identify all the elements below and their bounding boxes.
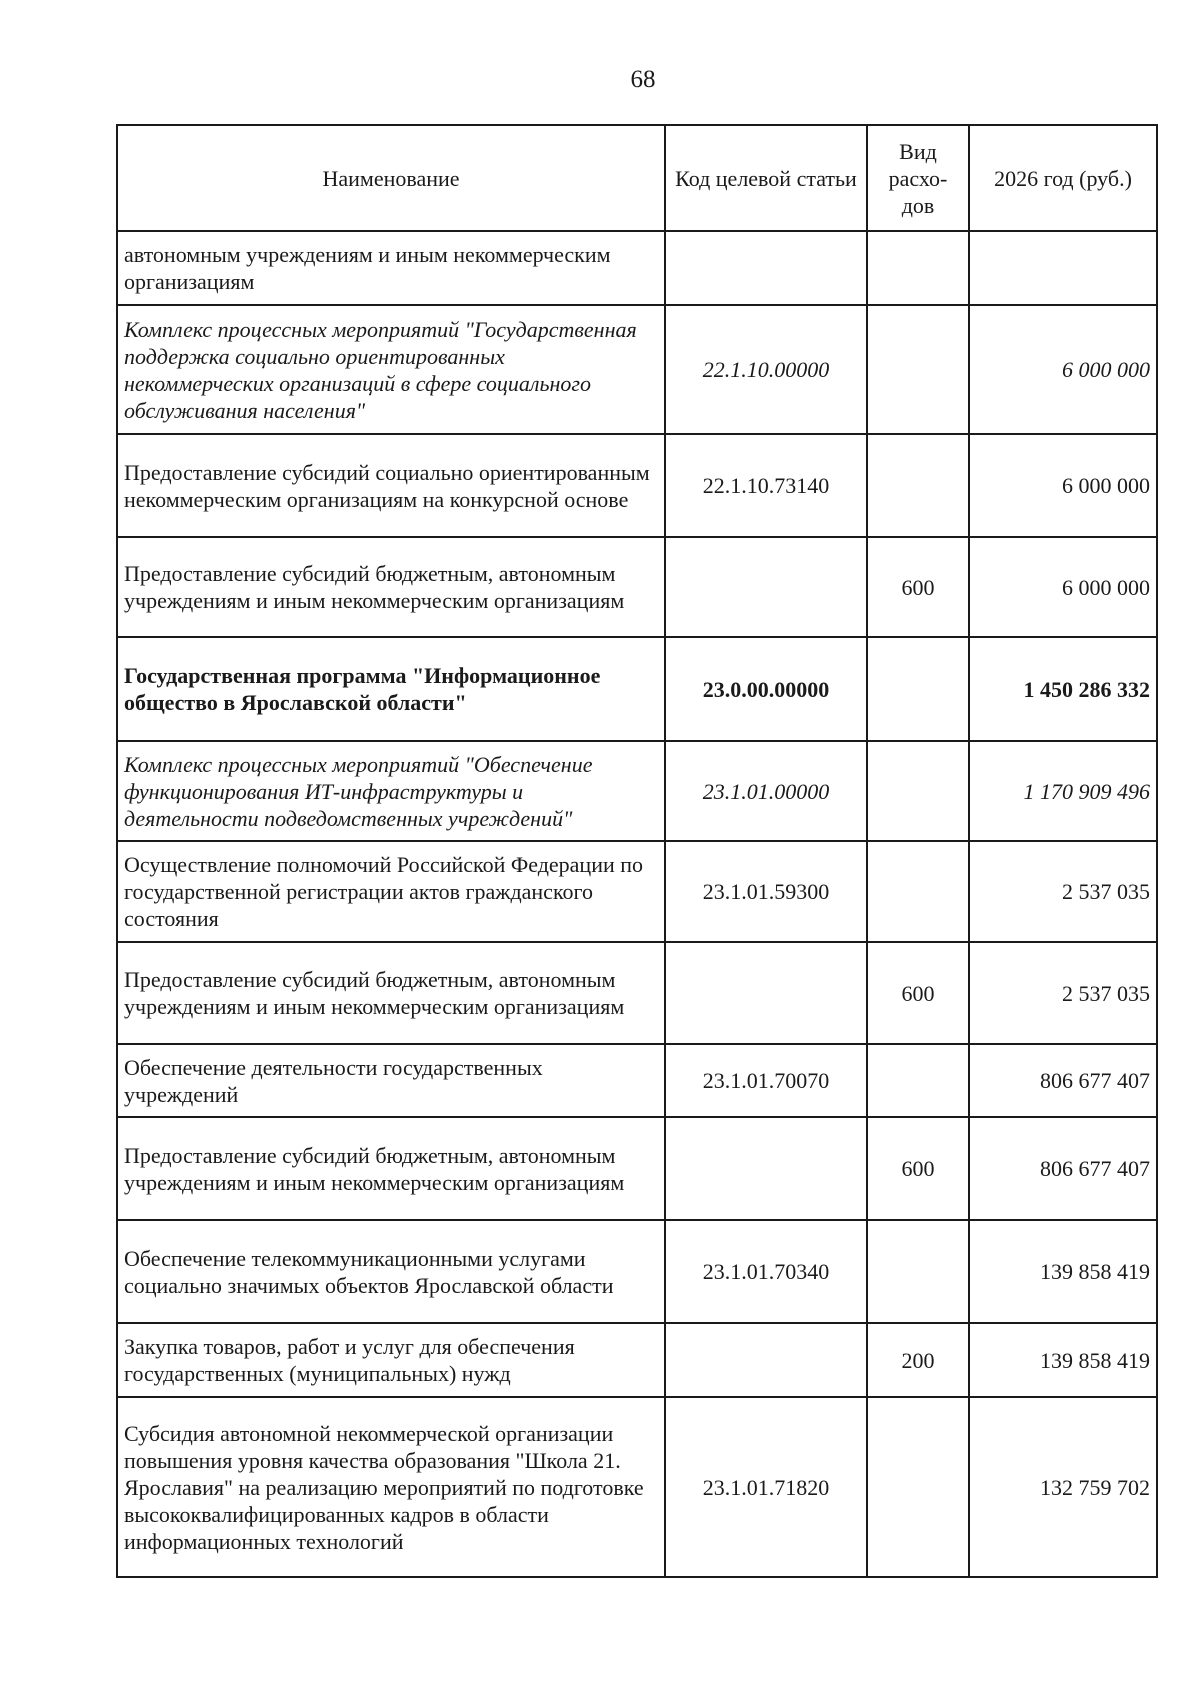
- row-code: 22.1.10.73140: [665, 434, 867, 537]
- row-amount: 1 170 909 496: [969, 741, 1157, 841]
- row-code: 23.1.01.00000: [665, 741, 867, 841]
- row-kind: [867, 305, 969, 434]
- table-row: [117, 637, 1157, 741]
- row-kind: 600: [867, 537, 969, 637]
- table-header: [117, 125, 1157, 231]
- row-name: Предоставление субсидий бюджетным, автономным учреждениям и иным некоммерческим организациям: [117, 1117, 665, 1220]
- row-amount: 806 677 407: [969, 1117, 1157, 1220]
- row-name: Обеспечение телекоммуникационными услугами социально значимых объектов Ярославской области: [117, 1220, 665, 1323]
- row-name: Субсидия автономной некоммерческой организации повышения уровня качества образования "Школа 21. Ярославия" на реализацию мероприятий по подготовке высококвалифицированных кадров в области информационных технологий: [117, 1397, 665, 1577]
- row-amount: 6 000 000: [969, 434, 1157, 537]
- row-code: [665, 942, 867, 1044]
- row-name: Государственная программа "Информационное общество в Ярославской области": [117, 637, 665, 741]
- row-name: Обеспечение деятельности государственных учреждений: [117, 1044, 665, 1117]
- table-row: [117, 305, 1157, 434]
- row-amount: 6 000 000: [969, 537, 1157, 637]
- row-code: 23.1.01.59300: [665, 841, 867, 942]
- row-name: Предоставление субсидий бюджетным, автономным учреждениям и иным некоммерческим организациям: [117, 537, 665, 637]
- row-code: [665, 1117, 867, 1220]
- row-code: [665, 231, 867, 305]
- row-kind: [867, 1397, 969, 1577]
- row-code: 22.1.10.00000: [665, 305, 867, 434]
- row-amount: 6 000 000: [969, 305, 1157, 434]
- header-row: [117, 125, 1157, 231]
- header-name: Наименование: [117, 125, 665, 231]
- budget-table: [116, 124, 1158, 1578]
- header-code: Код целевой статьи: [665, 125, 867, 231]
- row-code: 23.1.01.70340: [665, 1220, 867, 1323]
- table-row: [117, 1397, 1157, 1577]
- row-kind: [867, 741, 969, 841]
- table-row: [117, 1044, 1157, 1117]
- row-code: [665, 1323, 867, 1397]
- row-name: Предоставление субсидий социально ориентированным некоммерческим организациям на конкурсной основе: [117, 434, 665, 537]
- row-name: Закупка товаров, работ и услуг для обеспечения государственных (муниципальных) нужд: [117, 1323, 665, 1397]
- row-code: 23.0.00.00000: [665, 637, 867, 741]
- table-row: [117, 231, 1157, 305]
- row-kind: 200: [867, 1323, 969, 1397]
- row-name: Предоставление субсидий бюджетным, автономным учреждениям и иным некоммерческим организациям: [117, 942, 665, 1044]
- row-amount: 139 858 419: [969, 1323, 1157, 1397]
- row-kind: [867, 231, 969, 305]
- row-name: Осуществление полномочий Российской Федерации по государственной регистрации актов гражданского состояния: [117, 841, 665, 942]
- row-code: [665, 537, 867, 637]
- row-amount: 132 759 702: [969, 1397, 1157, 1577]
- table-row: [117, 434, 1157, 537]
- table-row: [117, 741, 1157, 841]
- row-name: Комплекс процессных мероприятий "Государственная поддержка социально ориентированных некоммерческих организаций в сфере социального обслуживания населения": [117, 305, 665, 434]
- row-kind: [867, 434, 969, 537]
- row-kind: [867, 637, 969, 741]
- row-amount: [969, 231, 1157, 305]
- page-number: 68: [630, 66, 656, 93]
- row-kind: [867, 841, 969, 942]
- row-name: автономным учреждениям и иным некоммерческим организациям: [117, 231, 665, 305]
- row-name: Комплекс процессных мероприятий "Обеспечение функционирования ИТ-инфраструктуры и деятельности подведомственных учреждений": [117, 741, 665, 841]
- row-amount: 2 537 035: [969, 841, 1157, 942]
- table-row: [117, 1117, 1157, 1220]
- table-body: [117, 231, 1157, 1577]
- table-row: [117, 537, 1157, 637]
- table-row: [117, 942, 1157, 1044]
- row-amount: 1 450 286 332: [969, 637, 1157, 741]
- row-code: 23.1.01.70070: [665, 1044, 867, 1117]
- row-amount: 806 677 407: [969, 1044, 1157, 1117]
- header-kind: Вид расхо- дов: [867, 125, 969, 231]
- row-amount: 2 537 035: [969, 942, 1157, 1044]
- row-kind: 600: [867, 1117, 969, 1220]
- row-code: 23.1.01.71820: [665, 1397, 867, 1577]
- header-amount: 2026 год (руб.): [969, 125, 1157, 231]
- row-kind: 600: [867, 942, 969, 1044]
- row-kind: [867, 1044, 969, 1117]
- row-amount: 139 858 419: [969, 1220, 1157, 1323]
- table-row: [117, 1220, 1157, 1323]
- row-kind: [867, 1220, 969, 1323]
- table-row: [117, 1323, 1157, 1397]
- table-row: [117, 841, 1157, 942]
